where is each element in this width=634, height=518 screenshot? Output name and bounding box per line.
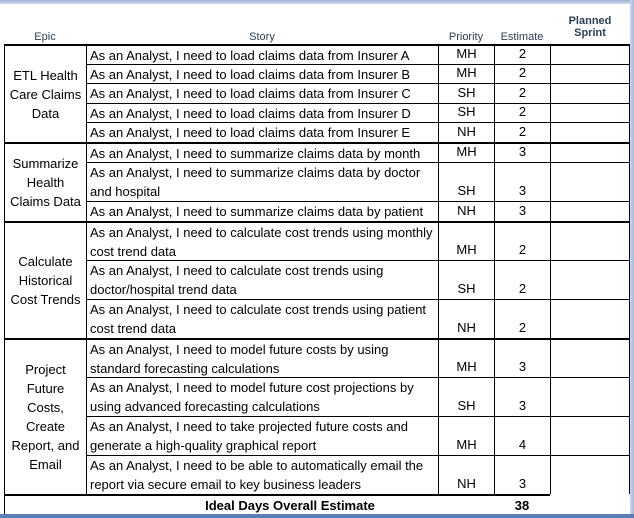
priority-cell: NH — [438, 299, 494, 338]
story-cell: As an Analyst, I need to calculate cost trends using patient cost trend data — [86, 299, 438, 338]
story-cell: As an Analyst, I need to take projected future costs and generate a high-quality graphical report — [86, 416, 438, 455]
header-story: Story — [249, 31, 275, 43]
estimate-cell: 3 — [494, 377, 550, 416]
estimate-cell: 2 — [494, 221, 550, 260]
estimate-cell: 2 — [494, 44, 550, 64]
total-empty-epic — [4, 494, 86, 514]
epic-cell: Project Future Costs, Create Report, and Email — [4, 338, 86, 494]
estimate-cell: 2 — [494, 299, 550, 338]
priority-cell: MH — [438, 64, 494, 83]
story-cell: As an Analyst, I need to summarize claims data by doctor and hospital — [86, 162, 438, 201]
estimate-cell: 2 — [494, 83, 550, 103]
story-cell: As an Analyst, I need to be able to automatically email the report via secure email to key business leaders — [86, 455, 438, 494]
planned-sprint-cell[interactable] — [550, 338, 630, 377]
estimate-cell: 2 — [494, 122, 550, 142]
priority-cell: MH — [438, 416, 494, 455]
story-cell: As an Analyst, I need to summarize claims data by month — [86, 142, 438, 162]
planned-sprint-cell[interactable] — [550, 201, 630, 221]
planned-sprint-cell[interactable] — [550, 44, 630, 64]
estimate-cell: 3 — [494, 338, 550, 377]
story-cell: As an Analyst, I need to summarize claims data by patient — [86, 201, 438, 221]
epic-cell: Summarize Health Claims Data — [4, 142, 86, 221]
priority-cell: NH — [438, 455, 494, 494]
story-cell: As an Analyst, I need to load claims data from Insurer C — [86, 83, 438, 103]
header-planned-sprint: Planned Sprint — [568, 14, 612, 39]
total-label: Ideal Days Overall Estimate — [86, 494, 494, 514]
estimate-cell: 2 — [494, 64, 550, 83]
planned-sprint-cell[interactable] — [550, 416, 630, 455]
priority-cell: SH — [438, 162, 494, 201]
story-cell: As an Analyst, I need to load claims data from Insurer E — [86, 122, 438, 142]
priority-cell: MH — [438, 44, 494, 64]
story-cell: As an Analyst, I need to load claims data from Insurer A — [86, 44, 438, 64]
header-priority: Priority — [448, 31, 484, 43]
priority-cell: MH — [438, 221, 494, 260]
header-estimate: Estimate — [500, 31, 544, 43]
estimate-cell: 3 — [494, 455, 550, 494]
story-cell: As an Analyst, I need to calculate cost trends using monthly cost trend data — [86, 221, 438, 260]
priority-cell: SH — [438, 103, 494, 122]
story-cell: As an Analyst, I need to load claims data from Insurer B — [86, 64, 438, 83]
priority-cell: NH — [438, 122, 494, 142]
planned-sprint-cell[interactable] — [550, 142, 630, 162]
priority-cell: SH — [438, 377, 494, 416]
window-right-border — [630, 0, 634, 518]
story-cell: As an Analyst, I need to load claims data from Insurer D — [86, 103, 438, 122]
priority-cell: MH — [438, 338, 494, 377]
story-cell: As an Analyst, I need to calculate cost trends using doctor/hospital trend data — [86, 260, 438, 299]
planned-sprint-cell[interactable] — [550, 260, 630, 299]
planned-sprint-cell[interactable] — [550, 299, 630, 338]
planned-sprint-cell[interactable] — [550, 162, 630, 201]
estimate-cell: 2 — [494, 103, 550, 122]
estimate-cell: 4 — [494, 416, 550, 455]
estimate-cell: 2 — [494, 260, 550, 299]
estimate-cell: 3 — [494, 201, 550, 221]
estimate-cell: 3 — [494, 162, 550, 201]
epic-cell: ETL Health Care Claims Data — [4, 44, 86, 142]
priority-cell: SH — [438, 260, 494, 299]
window-bottom-border — [0, 514, 634, 518]
planned-sprint-cell[interactable] — [550, 64, 630, 83]
priority-cell: SH — [438, 83, 494, 103]
planned-sprint-cell[interactable] — [550, 455, 630, 494]
story-cell: As an Analyst, I need to model future cost projections by using advanced forecasting calculations — [86, 377, 438, 416]
planned-sprint-cell[interactable] — [550, 221, 630, 260]
estimate-cell: 3 — [494, 142, 550, 162]
story-cell: As an Analyst, I need to model future costs by using standard forecasting calculations — [86, 338, 438, 377]
planned-sprint-cell[interactable] — [550, 103, 630, 122]
priority-cell: MH — [438, 142, 494, 162]
priority-cell: NH — [438, 201, 494, 221]
total-value: 38 — [494, 494, 550, 514]
epic-cell: Calculate Historical Cost Trends — [4, 221, 86, 338]
planned-sprint-cell[interactable] — [550, 122, 630, 142]
header-epic: Epic — [34, 31, 56, 43]
planned-sprint-cell[interactable] — [550, 377, 630, 416]
planned-sprint-cell[interactable] — [550, 83, 630, 103]
